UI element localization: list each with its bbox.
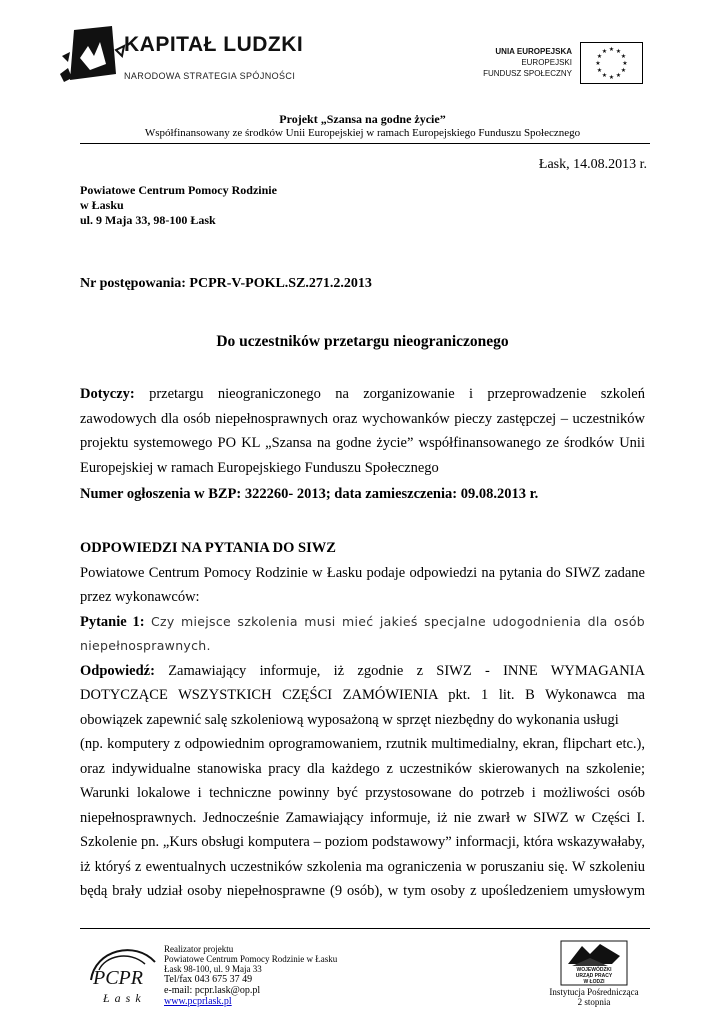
footer-line: Realizator projektu bbox=[164, 944, 234, 954]
svg-text:★: ★ bbox=[622, 60, 628, 67]
intro-line: Powiatowe Centrum Pomocy Rodzinie w Łasku podaje odpowiedzi na pytania do SIWZ zadane bbox=[80, 564, 645, 581]
eu-line1: UNIA EUROPEJSKA bbox=[495, 47, 572, 56]
letter-heading: Do uczestników przetargu nieograniczonego bbox=[216, 333, 509, 350]
sender-line: w Łasku bbox=[80, 198, 124, 212]
wup-logo-line: WOJEWÓDZKI bbox=[576, 967, 612, 973]
svg-text:★: ★ bbox=[615, 48, 622, 55]
case-number: Nr postępowania: PCPR-V-POKL.SZ.271.2.2013 bbox=[80, 276, 372, 291]
dotyczy-line: zawodowych dla osób niepełnosprawnych oraz wychowanków pieczy zastępczej – uczestników bbox=[80, 410, 645, 427]
header-divider bbox=[80, 143, 650, 144]
question-line: niepełnosprawnych. bbox=[80, 638, 211, 653]
footer-line: Powiatowe Centrum Pomocy Rodzinie w Łasku bbox=[164, 954, 338, 964]
svg-text:★: ★ bbox=[596, 67, 603, 74]
svg-text:★: ★ bbox=[615, 72, 622, 79]
svg-text:★: ★ bbox=[608, 74, 615, 81]
project-title: Projekt „Szansa na godne życie” bbox=[279, 112, 446, 126]
footer-website-link[interactable]: www.pcprlask.pl bbox=[164, 996, 232, 1007]
kapital-ludzki-subtitle: NARODOWA STRATEGIA SPÓJNOŚCI bbox=[124, 71, 296, 81]
letter-date: Łask, 14.08.2013 r. bbox=[538, 157, 647, 172]
eu-line3: FUNDUSZ SPOŁECZNY bbox=[483, 69, 572, 78]
footer-divider bbox=[80, 928, 650, 929]
dotyczy-line: projektu systemowego PO KL „Szansa na godne życie” współfinansowanego ze środków Unii bbox=[80, 435, 645, 451]
bzp-line: Numer ogłoszenia w BZP: 322260- 2013; data zamieszczenia: 09.08.2013 r. bbox=[80, 486, 539, 502]
svg-text:★: ★ bbox=[595, 60, 601, 67]
intro-line: przez wykonawców: bbox=[80, 589, 200, 605]
dotyczy-line: Europejskiej w ramach Europejskiego Funduszu Społecznego bbox=[80, 459, 439, 476]
svg-text:★: ★ bbox=[601, 48, 608, 55]
svg-text:★: ★ bbox=[620, 67, 627, 74]
project-subtitle: Współfinansowany ze środków Unii Europejskiej w ramach Europejskiego Funduszu Społecznego bbox=[144, 127, 581, 139]
answer-line: Warunki lokalowe i techniczne powinny być przystosowane do potrzeb i możliwości osób bbox=[80, 785, 645, 801]
kapital-ludzki-logo bbox=[60, 22, 130, 92]
footer-contact bbox=[164, 944, 337, 1007]
kapital-ludzki-title: KAPITAŁ LUDZKI bbox=[124, 33, 304, 56]
wup-caption-line: Instytucja Pośrednicząca bbox=[549, 987, 639, 997]
footer-line: Łask 98-100, ul. 9 Maja 33 bbox=[164, 964, 262, 974]
wup-logo bbox=[560, 940, 628, 986]
footer-line: e-mail: pcpr.lask@op.pl bbox=[164, 985, 261, 996]
sender-line: Powiatowe Centrum Pomocy Rodzinie bbox=[80, 183, 277, 197]
wup-caption-line: 2 stopnia bbox=[577, 997, 611, 1007]
dotyczy-line: Dotyczy: przetargu nieograniczonego na zorganizowanie i przeprowadzenie szkoleń bbox=[80, 386, 645, 402]
eu-text bbox=[440, 46, 572, 79]
sender-line: ul. 9 Maja 33, 98-100 Łask bbox=[80, 213, 216, 227]
answer-line: Szkolenie pn. „Kurs obsługi komputera – poziom podstawowy” informacji, która wskazywałaby, bbox=[80, 834, 645, 850]
answer-line: iż któryś z ewentualnych uczestników szkolenia ma ograniczenia w poruszaniu się. W szkoleniu bbox=[80, 858, 645, 875]
svg-text:★: ★ bbox=[620, 53, 627, 60]
pcpr-logo-sub: Łask bbox=[103, 991, 146, 1005]
eu-flag-icon bbox=[580, 42, 643, 84]
answer-line: Odpowiedź: Zamawiający informuje, iż zgodnie z SIWZ - INNE WYMAGANIA bbox=[80, 662, 645, 679]
question-line: Pytanie 1: Czy miejsce szkolenia musi mieć jakieś specjalne udogodnienia dla osób bbox=[80, 613, 645, 630]
answer-line: niepełnosprawnych. Jednocześnie Zamawiający informuje, iż nie zwarł w SIWZ w Części I. bbox=[80, 809, 645, 826]
answer-line: (np. komputery z odpowiednim oprogramowaniem, rzutnik multimedialny, ekran, flipchart etc.), bbox=[80, 736, 645, 752]
wup-logo-line: URZĄD PRACY bbox=[575, 973, 613, 979]
pcpr-logo-main: PCPR bbox=[93, 967, 143, 989]
wup-caption bbox=[540, 987, 648, 1007]
dotyczy-label: Dotyczy: bbox=[80, 386, 135, 402]
answer-label: Odpowiedź: bbox=[80, 662, 155, 679]
svg-text:★: ★ bbox=[601, 72, 608, 79]
footer-line: Tel/fax 043 675 37 49 bbox=[164, 974, 253, 985]
wup-logo-line: W ŁODZI bbox=[583, 979, 605, 985]
answer-line: DOTYCZĄCE WSZYSTKICH CZĘŚCI ZAMÓWIENIA pkt. 1 lit. B Wykonawca ma bbox=[80, 687, 645, 703]
eu-line2: EUROPEJSKI bbox=[521, 58, 572, 67]
question-label: Pytanie 1: bbox=[80, 613, 145, 630]
answer-line: obowiązek zapewnić salę szkoleniową wyposażoną w sprzęt niezbędny do wykonania usługi bbox=[80, 711, 619, 728]
sender-address bbox=[80, 183, 277, 228]
svg-text:★: ★ bbox=[608, 46, 615, 53]
pcpr-logo bbox=[85, 940, 161, 1010]
section-title: ODPOWIEDZI NA PYTANIA DO SIWZ bbox=[80, 540, 336, 556]
svg-text:★: ★ bbox=[596, 53, 603, 60]
answer-line: oraz indywidualne stanowiska pracy dla każdego z uczestników skierowanych na szkolenie; bbox=[80, 760, 645, 777]
answer-line: będą brały udział osoby niepełnosprawne (9 osób), w tym osoby z upośledzeniem umysłowym bbox=[80, 883, 645, 899]
